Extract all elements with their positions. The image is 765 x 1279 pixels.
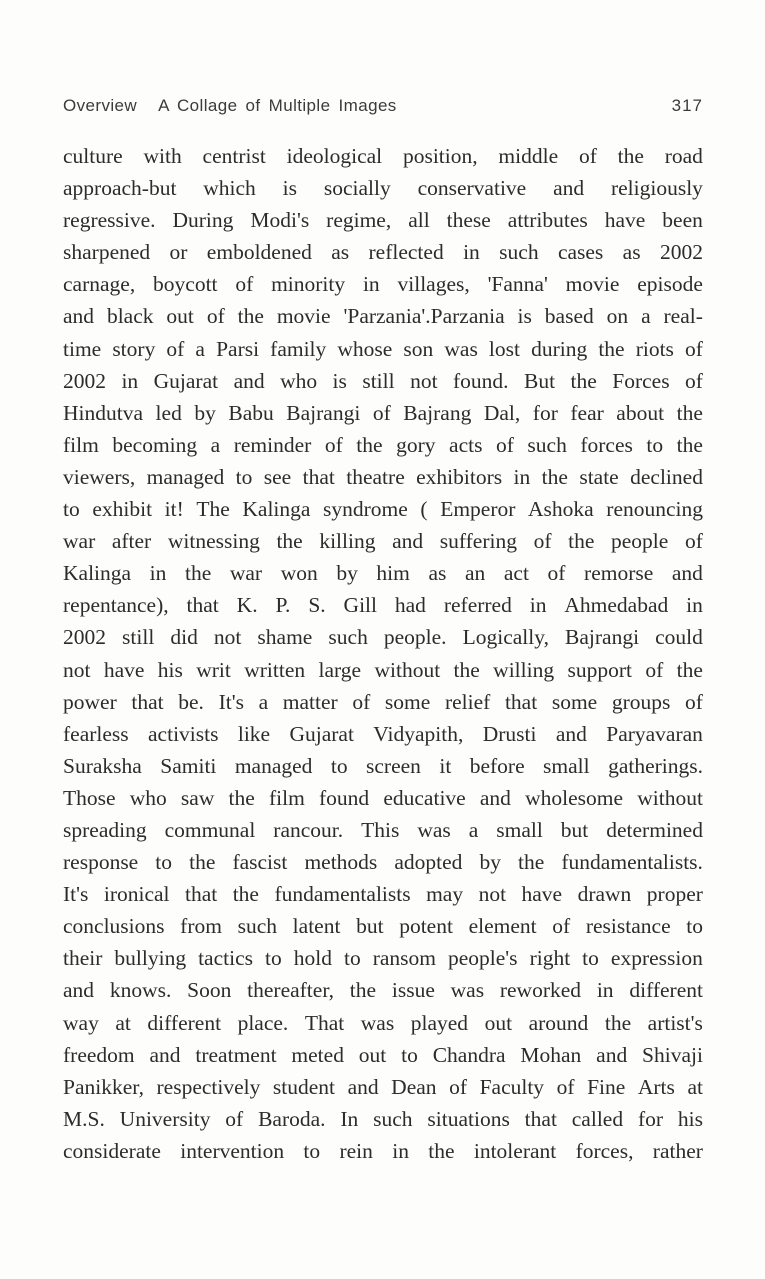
text-line: regressive. During Modi's regime, all these attributes have been xyxy=(63,208,703,233)
text-line: 2002 in Gujarat and who is still not found. But the Forces of xyxy=(63,368,703,393)
text-line: film becoming a reminder of the gory acts of such forces to the xyxy=(63,432,703,457)
body-text xyxy=(63,144,703,1171)
page-number: 317 xyxy=(671,96,703,115)
running-header-left xyxy=(63,95,397,117)
text-line: culture with centrist ideological position, middle of the road xyxy=(63,144,703,168)
text-line: not have his writ written large without the willing support of the xyxy=(63,657,703,682)
text-line: sharpened or emboldened as reflected in such cases as 2002 xyxy=(63,240,703,265)
text-line: M.S. University of Baroda. In such situations that called for his xyxy=(63,1106,703,1131)
text-line: response to the fascist methods adopted by the fundamentalists. xyxy=(63,850,703,875)
text-line: fearless activists like Gujarat Vidyapith, Drusti and Paryavaran xyxy=(63,721,703,746)
chapter-title: A Collage of Multiple Images xyxy=(158,96,397,115)
text-line: viewers, managed to see that theatre exhibitors in the state declined xyxy=(63,464,703,489)
text-line: time story of a Parsi family whose son was lost during the riots of xyxy=(63,336,703,361)
text-line: approach-but which is socially conservative and religiously xyxy=(63,176,703,201)
text-line: way at different place. That was played out around the artist's xyxy=(63,1010,703,1035)
text-line: It's ironical that the fundamentalists may not have drawn proper xyxy=(63,882,703,907)
text-line: considerate intervention to rein in the intolerant forces, rather xyxy=(63,1138,703,1163)
text-line: and knows. Soon thereafter, the issue was reworked in different xyxy=(63,978,703,1003)
text-line: their bullying tactics to hold to ransom people's right to expression xyxy=(63,946,703,971)
text-line: Suraksha Samiti managed to screen it before small gatherings. xyxy=(63,753,703,778)
text-line: repentance), that K. P. S. Gill had referred in Ahmedabad in xyxy=(63,593,703,618)
text-line: Those who saw the film found educative and wholesome without xyxy=(63,785,703,810)
text-line: Kalinga in the war won by him as an act of remorse and xyxy=(63,561,703,586)
text-line: spreading communal rancour. This was a small but determined xyxy=(63,817,703,842)
text-line: war after witnessing the killing and suffering of the people of xyxy=(63,529,703,554)
section-label: Overview xyxy=(63,96,138,115)
text-line: 2002 still did not shame such people. Logically, Bajrangi could xyxy=(63,625,703,650)
running-header xyxy=(63,95,703,117)
text-line: freedom and treatment meted out to Chandra Mohan and Shivaji xyxy=(63,1042,703,1067)
text-line: conclusions from such latent but potent element of resistance to xyxy=(63,914,703,939)
text-line: Hindutva led by Babu Bajrangi of Bajrang Dal, for fear about the xyxy=(63,400,703,425)
text-line: Panikker, respectively student and Dean of Faculty of Fine Arts at xyxy=(63,1074,703,1099)
text-line: to exhibit it! The Kalinga syndrome ( Emperor Ashoka renouncing xyxy=(63,497,703,522)
text-line: power that be. It's a matter of some relief that some groups of xyxy=(63,689,703,714)
text-line: and black out of the movie 'Parzania'.Parzania is based on a real- xyxy=(63,304,703,329)
text-line: carnage, boycott of minority in villages, 'Fanna' movie episode xyxy=(63,272,703,297)
